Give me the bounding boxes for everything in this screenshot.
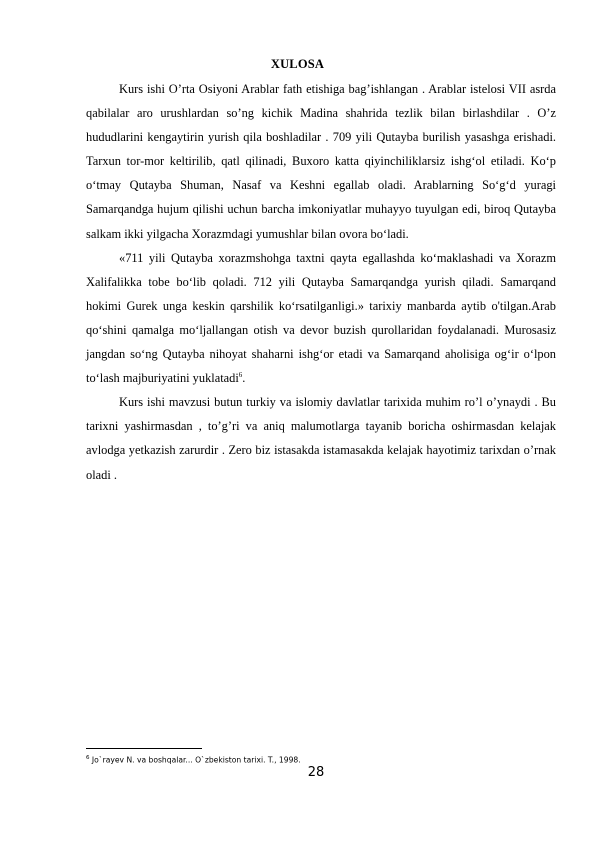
paragraph-2-end: . <box>242 371 246 386</box>
paragraph-3: Kurs ishi mavzusi butun turkiy va islomiy davlatlar tarixida muhim ro’l o’ynaydi . Bu tarixni yashirmasdan , to’g’ri va aniq malumotlarga tayanib boricha oshirmasdan kelajak avlodga yetkazish zarurdir . Zero biz istasakda istamasakda kelajak hayotimiz tarixdan o’rnak oladi . <box>86 395 556 482</box>
paragraph-1: Kurs ishi O’rta Osiyoni Arablar fath etishiga bag’ishlangan . Arablar istelosi VII asrda qabilalar aro urushlardan so’ng kichik Madina shahrida tezlik bilan birlashdilar . O’z hududlarini kengaytirin yurish qila boshladilar . 709 yili Qutayba burilish yasashga erishadi. Tarxun tor-mor keltirilib, qatl qilinadi, Buxoro katta qiyinchiliklarsiz ishg‘ol etiladi. Ko‘p o‘tmay Qutayba Shuman, Nasaf va Keshni egallab oladi. Arablarning So‘g‘d yuragi Samarqandga hujum qilishi uchun barcha imkoniyatlar muhayyo tuyulgan edi, biroq Qutayba salkam ikki yilgacha Xorazmdagi yumushlar bilan ovora bo‘ladi. <box>86 82 556 241</box>
page-number: 28 <box>307 765 325 780</box>
paragraph-2 <box>86 246 556 391</box>
footnote-reference[interactable]: 6 <box>238 371 243 379</box>
page-title: XULOSA <box>270 57 325 71</box>
footnote-text: Jo`rayev N. va boshqalar... O`zbekiston tarixi. T., 1998. <box>89 755 301 765</box>
document-body <box>86 77 556 487</box>
footnote-divider <box>86 748 202 749</box>
footnote-number: 6 <box>86 755 90 761</box>
paragraph-2-text: «711 yili Qutayba xorazmshohga taxtni qayta egallashda ko‘maklashadi va Xorazm Xalifalikka tobe bo‘lib qoladi. 712 yili Qutayba Samarqandga yurish qiladi. Samarqand hokimi Gurek unga keskin qarshilik ko‘rsatilganligi.» tarixiy manbarda aytib o'tilgan.Arab qo‘shini qamalga mo‘ljallangan otish va devor buzish qurollaridan foydalanadi. Murosasiz jangdan so‘ng Qutayba nihoyat shaharni ishg‘or etadi va Samarqand aholisiga og‘ir o‘lpon to‘lash majburiyatini yuklatadi <box>86 250 556 386</box>
